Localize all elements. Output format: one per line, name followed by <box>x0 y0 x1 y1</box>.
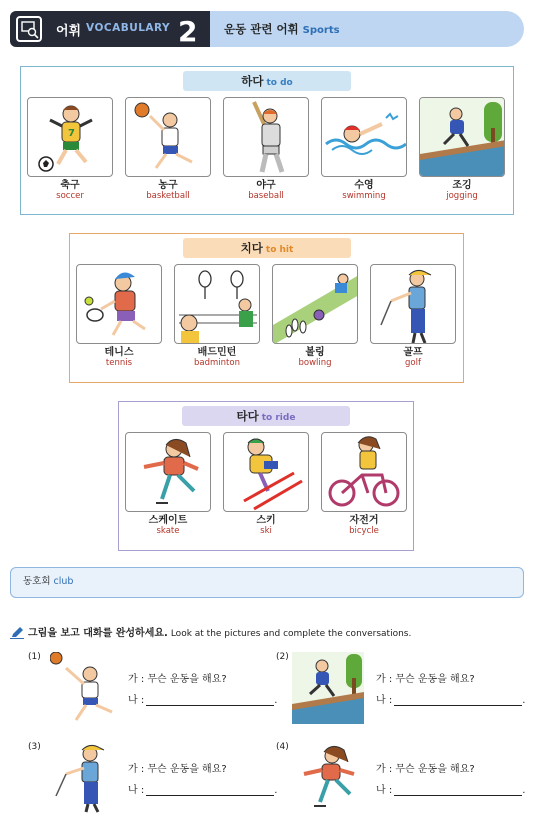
vocab-ko: 골프 <box>403 347 423 358</box>
vocab-item-bicycle <box>321 432 407 536</box>
panel-to-hit <box>69 233 464 383</box>
panel-to-ride <box>118 401 414 551</box>
exercise-answer-row: 나 : . <box>376 785 526 796</box>
answer-blank[interactable] <box>146 784 274 796</box>
vocab-item-badminton <box>174 264 260 368</box>
ski-illustration <box>223 432 309 512</box>
exercise-number: (4) <box>276 742 289 752</box>
vocab-ko: 스케이트 <box>148 515 188 526</box>
vocab-ko: 축구 <box>60 180 80 191</box>
panel-title: 하다 to do <box>183 71 351 91</box>
vocab-item-soccer <box>27 97 113 201</box>
golf-illustration <box>370 264 456 344</box>
panel-title: 치다 to hit <box>183 238 351 258</box>
header-subtitle: 운동 관련 어휘 Sports <box>224 22 340 36</box>
vocab-ko: 배드민턴 <box>197 347 237 358</box>
vocab-en: ski <box>260 526 272 536</box>
bowling-illustration <box>272 264 358 344</box>
vocab-en: soccer <box>56 191 84 201</box>
exercise-3 <box>28 742 278 818</box>
vocab-en: tennis <box>105 358 133 368</box>
exercise-4 <box>276 742 526 818</box>
vocab-en: jogging <box>446 191 478 201</box>
vocab-item-baseball <box>223 97 309 201</box>
skate-illustration <box>125 432 211 512</box>
pencil-icon <box>10 627 24 639</box>
exercise-question: 가 : 무슨 운동을 해요? <box>376 764 475 775</box>
vocab-ko: 볼링 <box>305 347 325 358</box>
soccer-illustration <box>27 97 113 177</box>
vocab-en: swimming <box>342 191 386 201</box>
bicycle-illustration <box>321 432 407 512</box>
answer-blank[interactable] <box>394 784 522 796</box>
tennis-illustration <box>76 264 162 344</box>
exercise-basketball-image <box>50 652 122 724</box>
vocab-item-bowling <box>272 264 358 368</box>
jogging-illustration <box>419 97 505 177</box>
vocab-item-swimming <box>321 97 407 201</box>
vocab-en: golf <box>405 358 421 368</box>
vocab-ko: 조깅 <box>452 180 472 191</box>
answer-blank[interactable] <box>146 694 274 706</box>
instruction <box>10 624 411 639</box>
vocab-en: bowling <box>298 358 332 368</box>
header-subtitle-bar <box>210 11 524 47</box>
vocab-ko: 농구 <box>158 180 178 191</box>
vocab-ko: 수영 <box>354 180 374 191</box>
vocab-item-skate <box>125 432 211 536</box>
vocab-item-basketball <box>125 97 211 201</box>
vocab-en: baseball <box>248 191 284 201</box>
vocab-en: bicycle <box>349 526 379 536</box>
exercise-answer-row: 나 : . <box>128 695 278 706</box>
exercise-number: (1) <box>28 652 41 662</box>
exercise-number: (3) <box>28 742 41 752</box>
exercise-jogging-image <box>292 652 364 724</box>
vocab-en: badminton <box>194 358 240 368</box>
baseball-illustration <box>223 97 309 177</box>
header-word: 어휘 <box>56 24 82 39</box>
exercise-answer-row: 나 : . <box>128 785 278 796</box>
header-vocabulary: VOCABULARY <box>86 22 171 34</box>
swimming-illustration <box>321 97 407 177</box>
instruction-en: Look at the pictures and complete the conversations. <box>170 629 412 639</box>
vocab-item-golf <box>370 264 456 368</box>
panel-to-do <box>20 66 514 215</box>
svg-text:7: 7 <box>68 128 75 139</box>
exercise-question: 가 : 무슨 운동을 해요? <box>128 674 227 685</box>
instruction-ko: 그림을 보고 대화를 완성하세요. <box>28 628 168 639</box>
exercise-golf-image <box>50 742 122 814</box>
section-header <box>10 11 524 47</box>
exercise-number: (2) <box>276 652 289 662</box>
exercise-2 <box>276 652 526 728</box>
club-en: club <box>53 576 74 587</box>
badminton-illustration <box>174 264 260 344</box>
exercise-question: 가 : 무슨 운동을 해요? <box>376 674 475 685</box>
exercise-question: 가 : 무슨 운동을 해요? <box>128 764 227 775</box>
club-bar <box>10 567 524 598</box>
answer-blank[interactable] <box>394 694 522 706</box>
exercise-skate-image <box>292 742 364 814</box>
panel-title: 타다 to ride <box>182 406 350 426</box>
vocab-ko: 야구 <box>256 180 276 191</box>
header-number: 2 <box>178 15 198 48</box>
exercise-1 <box>28 652 278 728</box>
vocab-item-jogging <box>419 97 505 201</box>
vocab-en: basketball <box>146 191 190 201</box>
vocab-en: skate <box>156 526 180 536</box>
vocabulary-search-icon <box>16 16 42 42</box>
vocab-item-ski <box>223 432 309 536</box>
exercise-answer-row: 나 : . <box>376 695 526 706</box>
vocab-ko: 스키 <box>256 515 276 526</box>
vocab-ko: 테니스 <box>104 347 134 358</box>
basketball-illustration <box>125 97 211 177</box>
club-ko: 동호회 <box>23 576 51 587</box>
vocab-ko: 자전거 <box>349 515 379 526</box>
vocab-item-tennis <box>76 264 162 368</box>
